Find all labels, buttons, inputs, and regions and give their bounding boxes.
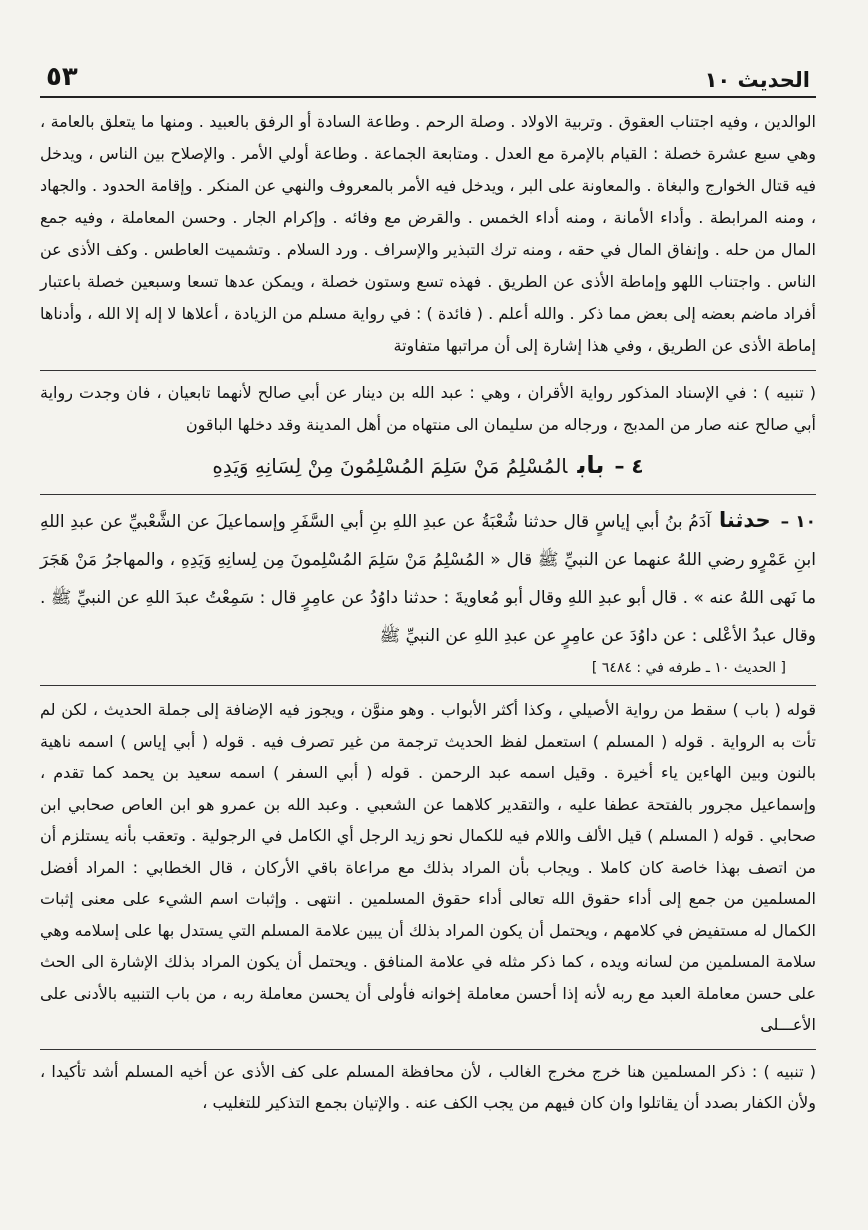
- page-header: [40, 52, 816, 98]
- section-divider: [40, 370, 816, 371]
- commentary-paragraph: قوله ( باب ) سقط من رواية الأصيلي ، وكذا أكثر الأبواب . وهو منوَّن ، ويجوز فيه الإضافة إلى جملة الحديث ، لكن لم تأت به الرواية . قوله ( المسلم ) استعمل لفظ الحديث ترجمة من غير تصرف فيه . قوله ( أبي إياس ) اسمه ناهية بالنون وبين الهاءين ياء أخيرة . وقيل اسمه عبد الرحمن . قوله ( أبي السفر ) اسمه سعيد بن يحمد كما تقدم ، وإسماعيل مجرور بالفتحة عطفا عليه ، والتقدير كلاهما عن الشعبي . وعبد الله بن عمرو هو ابن العاص صحابي ابن صحابي . قوله ( المسلم ) قيل الألف واللام فيه للكمال نحو زيد الرجل أي الكامل في الرجولية . وتعقب بأنه يستلزم أن من اتصف بهذا خاصة كان كاملا . ويجاب بأن المراد بذلك مع مراعاة باقي الأركان ، قال الخطابي : المراد أفضل المسلمين من جمع إلى أداء حقوق الله تعالى أداء حقوق المسلمين . انتهى . وإثبات اسم الشيء على معنى إثبات الكمال له مستفيض في كلامهم ، ويحتمل أن يكون المراد بذلك أن يبين علامة المسلم التي يستدل بها على إسلامه وهي سلامة المسلمين من لسانه ويده ، كما ذكر مثله في علامة المنافق . ويحتمل أن يكون المراد بذلك الإشارة الى الحث على حسن معاملة العبد مع ربه لأنه إذا أحسن معاملة إخوانه فأولى أن يحسن معاملة ربه ، من باب التنبيه بالأدنى على الأعـــلى: [40, 700, 816, 1034]
- chapter-divider: [40, 494, 816, 495]
- reference-divider: [40, 685, 816, 686]
- continuation-paragraph: الوالدين ، وفيه اجتناب العقوق . وتربية الاولاد . وصلة الرحم . وطاعة السادة أو الرفق بالعبيد . ومنها ما يتعلق بالعامة ، وهي سبع عشرة خصلة : القيام بالإمرة مع العدل . ومتابعة الجماعة . وطاعة أولي الأمر . والإصلاح بين الناس ، ويدخل فيه قتال الخوارج والبغاة . والمعاونة على البر ، ويدخل فيه الأمر بالمعروف والنهي عن المنكر . وإقامة الحدود . والجهاد ، ومنه المرابطة . وأداء الأمانة ، ومنه أداء الخمس . والقرض مع وفائه . وإكرام الجار . وحسن المعاملة ، وفيه جمع المال من حله . وإنفاق المال في حقه ، ومنه ترك التبذير والإسراف . ورد السلام . وتشميت العاطس . وكف الأذى عن الناس . واجتناب اللهو وإماطة الأذى عن الطريق . فهذه تسع وستون خصلة ، ويمكن عدها تسعا وسبعين خصلة باعتبار أفراد ماضم بعضه إلى بعض مما ذكر . والله أعلم . ( فائدة ) : في رواية مسلم من الزيادة ، أعلاها لا إله إلا الله ، وأدناها إماطة الأذى عن الطريق ، وفي هذا إشارة إلى أن مراتبها متفاوتة: [40, 112, 816, 355]
- hadith-opening-word: حدثنا: [719, 508, 771, 532]
- chapter-heading: [40, 445, 816, 486]
- hadith-text: [40, 501, 816, 655]
- hadith-body: آدَمُ بنُ أبي إياسٍ قال حدثنا شُعْبَةُ عن عبدِ اللهِ بنِ أبي السَّفَرِ وإسماعيلَ عن الشَّعْبيِّ عن عبدِ اللهِ ابنِ عَمْرٍو رضي اللهُ عنهما عن النبيِّ ﷺ قال « المُسْلِمُ مَنْ سَلِمَ المُسْلِمونَ مِن لِسانِهِ وَيَدِهِ ، والمهاجرُ مَنْ هَجَرَ ما نَهى اللهُ عنه » . قال أبو عبدِ اللهِ وقال أبو مُعاويةَ : حدثنا داوُدُ عن عامِرٍ قال : سَمِعْتُ عبدَ اللهِ عن النبيِّ ﷺ . وقال عبدُ الأعْلى : عن داوُدَ عن عامِرٍ عن عبدِ اللهِ عن النبيِّ ﷺ: [40, 512, 816, 646]
- chapter-title: المُسْلِمُ مَنْ سَلِمَ المُسْلِمُونَ مِنْ لِسَانِهِ وَيَدِهِ: [212, 454, 568, 478]
- running-title: الحديث ١٠: [704, 68, 810, 92]
- page-number: ٥٣: [46, 62, 78, 92]
- chapter-number: ٤ –: [614, 454, 644, 478]
- hadith-number: ١٠ –: [780, 512, 816, 532]
- chapter-word: باب: [577, 451, 605, 479]
- commentary-divider: [40, 1049, 816, 1050]
- tanbih-note-isnad: ( تنبيه ) : في الإسناد المذكور رواية الأقران ، وهي : عبد الله بن دينار عن أبي صالح لأنهما تابعيان ، فان وجدت رواية أبي صالح عنه صار من المدبج ، ورجاله من سليمان الى منتهاه من أهل المدينة وقد دخلها الباقون: [40, 383, 816, 434]
- tanbih-note-muslimin: ( تنبيه ) : ذكر المسلمين هنا خرج مخرج الغالب ، لأن محافظة المسلم على كف الأذى عن أخيه المسلم أشد تأكيدا ، ولأن الكفار بصدد أن يقاتلوا وان كان فيهم من يجب الكف عنه . والإتيان بجمع التذكير للتغليب ،: [40, 1061, 816, 1112]
- hadith-reference: [ الحديث ١٠ ـ طرفه في : ٦٤٨٤ ]: [591, 660, 786, 676]
